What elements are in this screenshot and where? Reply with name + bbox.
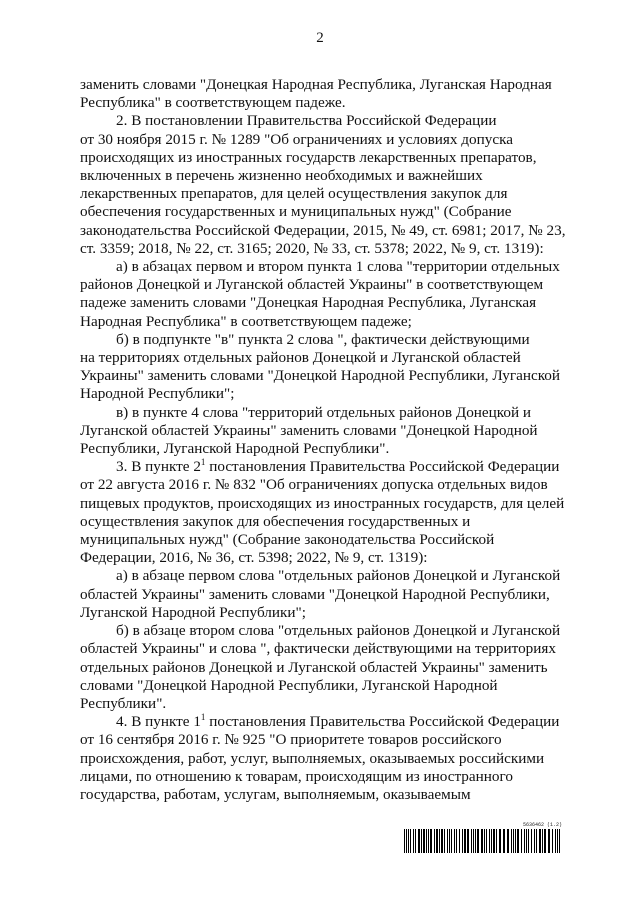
barcode-bar xyxy=(456,829,457,853)
text-line: обеспечения государственных и муниципальных нужд" (Собрание xyxy=(80,203,512,221)
text-line: заменить словами "Донецкая Народная Республика, Луганская Народная xyxy=(80,76,552,93)
text-line: лекарственных препаратов, для целей осуществления закупок для xyxy=(80,185,508,203)
barcode-bar xyxy=(499,829,501,853)
text-line: Украины" заменить словами "Донецкой Народной Республики, Луганской xyxy=(80,367,561,385)
text-line: областей Украины" заменить словами "Донецкой Народной Республики, xyxy=(80,585,550,603)
barcode-bar xyxy=(481,829,483,853)
barcode-bar xyxy=(484,829,485,853)
barcode-bar xyxy=(477,829,479,853)
barcode-bar xyxy=(536,829,537,853)
text-line: Республики". xyxy=(80,694,167,712)
text-line: лицами, по отношению к товарам, происходящим из иностранного xyxy=(80,767,513,785)
text-line: б) в подпункте "в" пункта 2 слова ", фактически действующими xyxy=(116,330,530,348)
barcode-bar xyxy=(489,829,490,853)
barcode-bar xyxy=(449,829,450,853)
text-line: от 22 августа 2016 г. № 832 "Об ограничениях допуска отдельных видов xyxy=(80,476,548,494)
barcode-bar xyxy=(559,829,560,853)
text-line: Федерации, 2016, № 36, ст. 5398; 2022, № 9, ст. 1319): xyxy=(80,549,428,567)
barcode-bar xyxy=(524,829,525,853)
text-line: Народной Республики"; xyxy=(80,385,235,403)
barcode-bar xyxy=(418,829,420,853)
text-line: Республики, Луганской Народной Республики". xyxy=(80,440,390,458)
barcode-bar xyxy=(552,829,553,853)
text-line: от 16 сентября 2016 г. № 925 "О приоритете товаров российского xyxy=(80,731,502,749)
text-line: районов Донецкой и Луганской областей Украины" в соответствующем xyxy=(80,276,544,294)
barcode-bar xyxy=(462,829,463,853)
barcode-bar xyxy=(426,829,427,853)
barcode-bar xyxy=(493,829,495,853)
text-line: ст. 3359; 2018, № 22, ст. 3165; 2020, № 33, ст. 5378; 2022, № 9, ст. 1319): xyxy=(80,239,544,257)
barcode-bar xyxy=(491,829,492,853)
barcode-bar xyxy=(464,829,466,853)
barcode-bar xyxy=(408,829,409,853)
text-line: 3. В пункте $2^1$ постановления Правительства Российской Федерации xyxy=(116,457,560,476)
page-number: 2 xyxy=(316,30,324,46)
text-line: 2. В постановлении Правительства Российской Федерации xyxy=(116,112,497,130)
barcode-bar xyxy=(515,829,516,853)
barcode-bar xyxy=(544,829,546,853)
text-line: на территориях отдельных районов Донецкой и Луганской областей xyxy=(80,349,521,367)
barcode-bar xyxy=(415,829,416,853)
barcode-bar xyxy=(447,829,448,853)
text-line: Республика" в соответствующем падеже. xyxy=(80,94,346,112)
barcode-bar xyxy=(428,829,429,853)
barcode-bar xyxy=(513,829,514,853)
text-line: словами "Донецкой Народной Республики, Луганской Народной xyxy=(80,676,498,694)
barcode-bar xyxy=(423,829,425,853)
barcode-bar xyxy=(486,829,487,853)
barcode-bar xyxy=(471,829,472,853)
text-line: а) в абзаце первом слова "отдельных районов Донецкой и Луганской xyxy=(116,567,561,585)
barcode-bar xyxy=(439,829,440,853)
barcode-bar xyxy=(517,829,519,853)
barcode-bar xyxy=(430,829,432,853)
text-line: включенных в перечень жизненно необходимых и важнейших xyxy=(80,167,483,185)
barcode-bar xyxy=(542,829,543,853)
barcode-bar xyxy=(451,829,452,853)
barcode-bar xyxy=(434,829,435,853)
barcode-bar xyxy=(475,829,476,853)
text-line: Луганской областей Украины" заменить словами "Донецкой Народной xyxy=(80,421,538,439)
barcode-bar xyxy=(548,829,550,853)
barcode-bar xyxy=(413,829,414,853)
text-line: осуществления закупок для обеспечения государственных и xyxy=(80,512,471,530)
text-line: муниципальных нужд" (Собрание законодательства Российской xyxy=(80,531,495,549)
barcode-bar xyxy=(555,829,556,853)
text-line: 4. В пункте $1^1$ постановления Правительства Российской Федерации xyxy=(116,712,560,731)
superscript: 1 xyxy=(200,457,206,468)
barcode-label: 5636462 (1.2) xyxy=(522,822,562,828)
barcode-bar xyxy=(436,829,438,853)
barcode-bar xyxy=(404,829,405,853)
barcode-bar xyxy=(528,829,529,853)
text-line: от 30 ноября 2015 г. № 1289 "Об ограничениях и условиях допуска xyxy=(80,130,513,148)
barcode-bar xyxy=(410,829,411,853)
barcode-bar xyxy=(511,829,512,853)
text-line: областей Украины" и слова ", фактически действующими на территориях xyxy=(80,640,556,658)
barcode-bar xyxy=(406,829,407,853)
barcode-bar xyxy=(467,829,469,853)
barcode-bar xyxy=(441,829,443,853)
barcode-bar xyxy=(526,829,527,853)
barcode-bar xyxy=(507,829,509,853)
barcode-bar xyxy=(454,829,455,853)
barcode-bar xyxy=(503,829,505,853)
barcode-bar xyxy=(539,829,541,853)
text-line: в) в пункте 4 слова "территорий отдельных районов Донецкой и xyxy=(116,403,532,421)
barcode-bar xyxy=(557,829,558,853)
barcode-bar xyxy=(473,829,474,853)
text-line: а) в абзацах первом и втором пункта 1 слова "территории отдельных xyxy=(116,258,560,276)
barcode-bar xyxy=(459,829,460,853)
document-body xyxy=(80,76,566,804)
text-line: происхождения, работ, услуг, выполняемых, оказываемых российскими xyxy=(80,749,545,767)
text-line: происходящих из иностранных государств лекарственных препаратов, xyxy=(80,148,537,166)
text-line: б) в абзаце втором слова "отдельных районов Донецкой и Луганской xyxy=(116,622,561,640)
text-line: пищевых продуктов, происходящих из иностранных государств, для целей xyxy=(80,494,565,512)
barcode-bar xyxy=(444,829,445,853)
barcode-bar xyxy=(421,829,422,853)
text-line: законодательства Российской Федерации, 2015, № 49, ст. 6981; 2017, № 23, xyxy=(80,221,566,239)
text-line: Народная Республика" в соответствующем падеже; xyxy=(80,312,412,330)
text-line: Луганской Народной Республики"; xyxy=(80,603,306,621)
superscript: 1 xyxy=(200,712,206,723)
barcode-bar xyxy=(521,829,522,853)
text-line: государства, работам, услугам, выполняемым, оказываемым xyxy=(80,785,471,803)
barcode-bar xyxy=(496,829,497,853)
barcode-bar xyxy=(534,829,535,853)
barcode-icon xyxy=(404,829,562,853)
text-line: отдельных районов Донецкой и Луганской областей Украины" заменить xyxy=(80,658,548,676)
barcode-bar xyxy=(531,829,532,853)
text-line: падеже заменить словами "Донецкая Народная Республика, Луганская xyxy=(80,294,537,312)
